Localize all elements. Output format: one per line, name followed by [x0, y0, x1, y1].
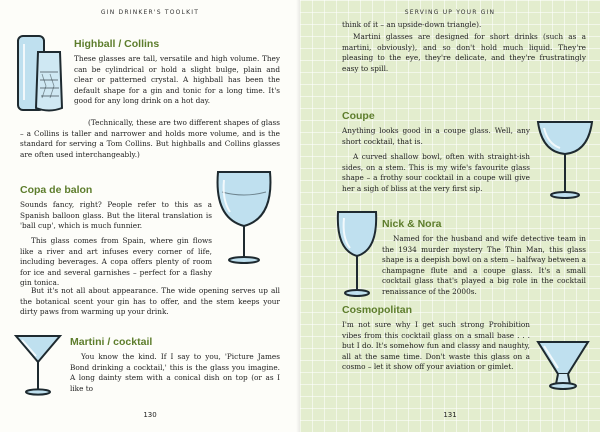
- copa-glass-illustration: [212, 166, 276, 266]
- copa-heading: Copa de balon: [20, 184, 93, 196]
- martini-heading: Martini / cocktail: [70, 336, 153, 348]
- coupe-glass-illustration: [536, 116, 594, 202]
- highball-paragraph-2: (Technically, these are two different shapes of glass – a Collins is taller and narrower and holds more volume, and is the standard for serving a Tom Collins. But highballs and Collins glasses are often used interchangeably.): [20, 118, 280, 159]
- martini-continued-paragraph-1: think of it – an upside-down triangle).: [342, 20, 482, 29]
- copa-paragraph-3: But it's not all about appearance. The wide opening serves up all the botanical scent your gin has to offer, and the stem keeps your dirty paws from warming up your drink.: [20, 286, 280, 317]
- martini-paragraph-1: You know the kind. If I say to you, 'Picture James Bond drinking a cocktail,' this is the glass you imagine. A long dainty stem with a conical dish on top (or as I like to: [70, 352, 280, 393]
- highball-paragraph-1: These glasses are tall, versatile and high volume. They can be cylindrical or hold a slight bulge, plain and clear or patterned crystal. A highball has been the default shape for a gin and tonic for a long time. It's good for any long drink on a hot day.: [74, 54, 280, 106]
- copa-paragraph-1: Sounds fancy, right? People refer to this as a Spanish balloon glass. But the literal translation is 'ball cup', which is much funnier.: [20, 200, 212, 231]
- martini-continued-paragraph-2: Martini glasses are designed for short drinks (such as a martini, obviously), and so don't hold much liquid. They're pleasing to the eye, they're delicate, and they're frustratingly easy to spill.: [342, 32, 586, 73]
- left-running-head: GIN DRINKER'S TOOLKIT: [100, 9, 200, 16]
- right-running-head: SERVING UP YOUR GIN: [404, 9, 496, 16]
- highball-heading: Highball / Collins: [74, 38, 160, 50]
- right-page: [300, 0, 600, 432]
- cosmopolitan-glass-illustration: [536, 336, 590, 394]
- nick-and-nora-glass-illustration: [334, 208, 380, 300]
- highball-glasses-illustration: [16, 34, 70, 114]
- nick-and-nora-paragraph-1: Named for the husband and wife detective team in the 1934 murder mystery The Thin Man, this glass shape is a deepish bowl on a stem – halfway between a champagne flute and a coupe glass. It's a small cocktail glass that's played a big role in the cocktail renaissance of the 2000s.: [382, 234, 586, 296]
- martini-glass-illustration: [14, 332, 62, 398]
- coupe-paragraph-2: A curved shallow bowl, often with straight-ish sides, on a stem. This is my wife's favourite glass shape – a frothy sour cocktail in a coupe will give her a sigh of bliss at the very first sip.: [342, 152, 530, 193]
- right-page-number: 131: [443, 411, 457, 419]
- cosmopolitan-paragraph-1: I'm not sure why I get such strong Prohibition vibes from this cocktail glass on a small base . . . but I do. It's somehow fun and classy and naughty, all at the same time. Don't waste this glass on a cosmo – let it show off your aviation or gimlet.: [342, 320, 530, 372]
- copa-paragraph-2: This glass comes from Spain, where gin flows like a river and art infuses every corner of life, including beverages. A copa offers plenty of room for ice and several garnishes – perfect for a flashy gin tonica.: [20, 236, 212, 288]
- cosmopolitan-heading: Cosmopolitan: [342, 304, 412, 316]
- coupe-paragraph-1: Anything looks good in a coupe glass. Well, any short cocktail, that is.: [342, 126, 530, 146]
- nick-and-nora-heading: Nick & Nora: [382, 218, 442, 230]
- left-page-number: 130: [143, 411, 157, 419]
- coupe-heading: Coupe: [342, 110, 375, 122]
